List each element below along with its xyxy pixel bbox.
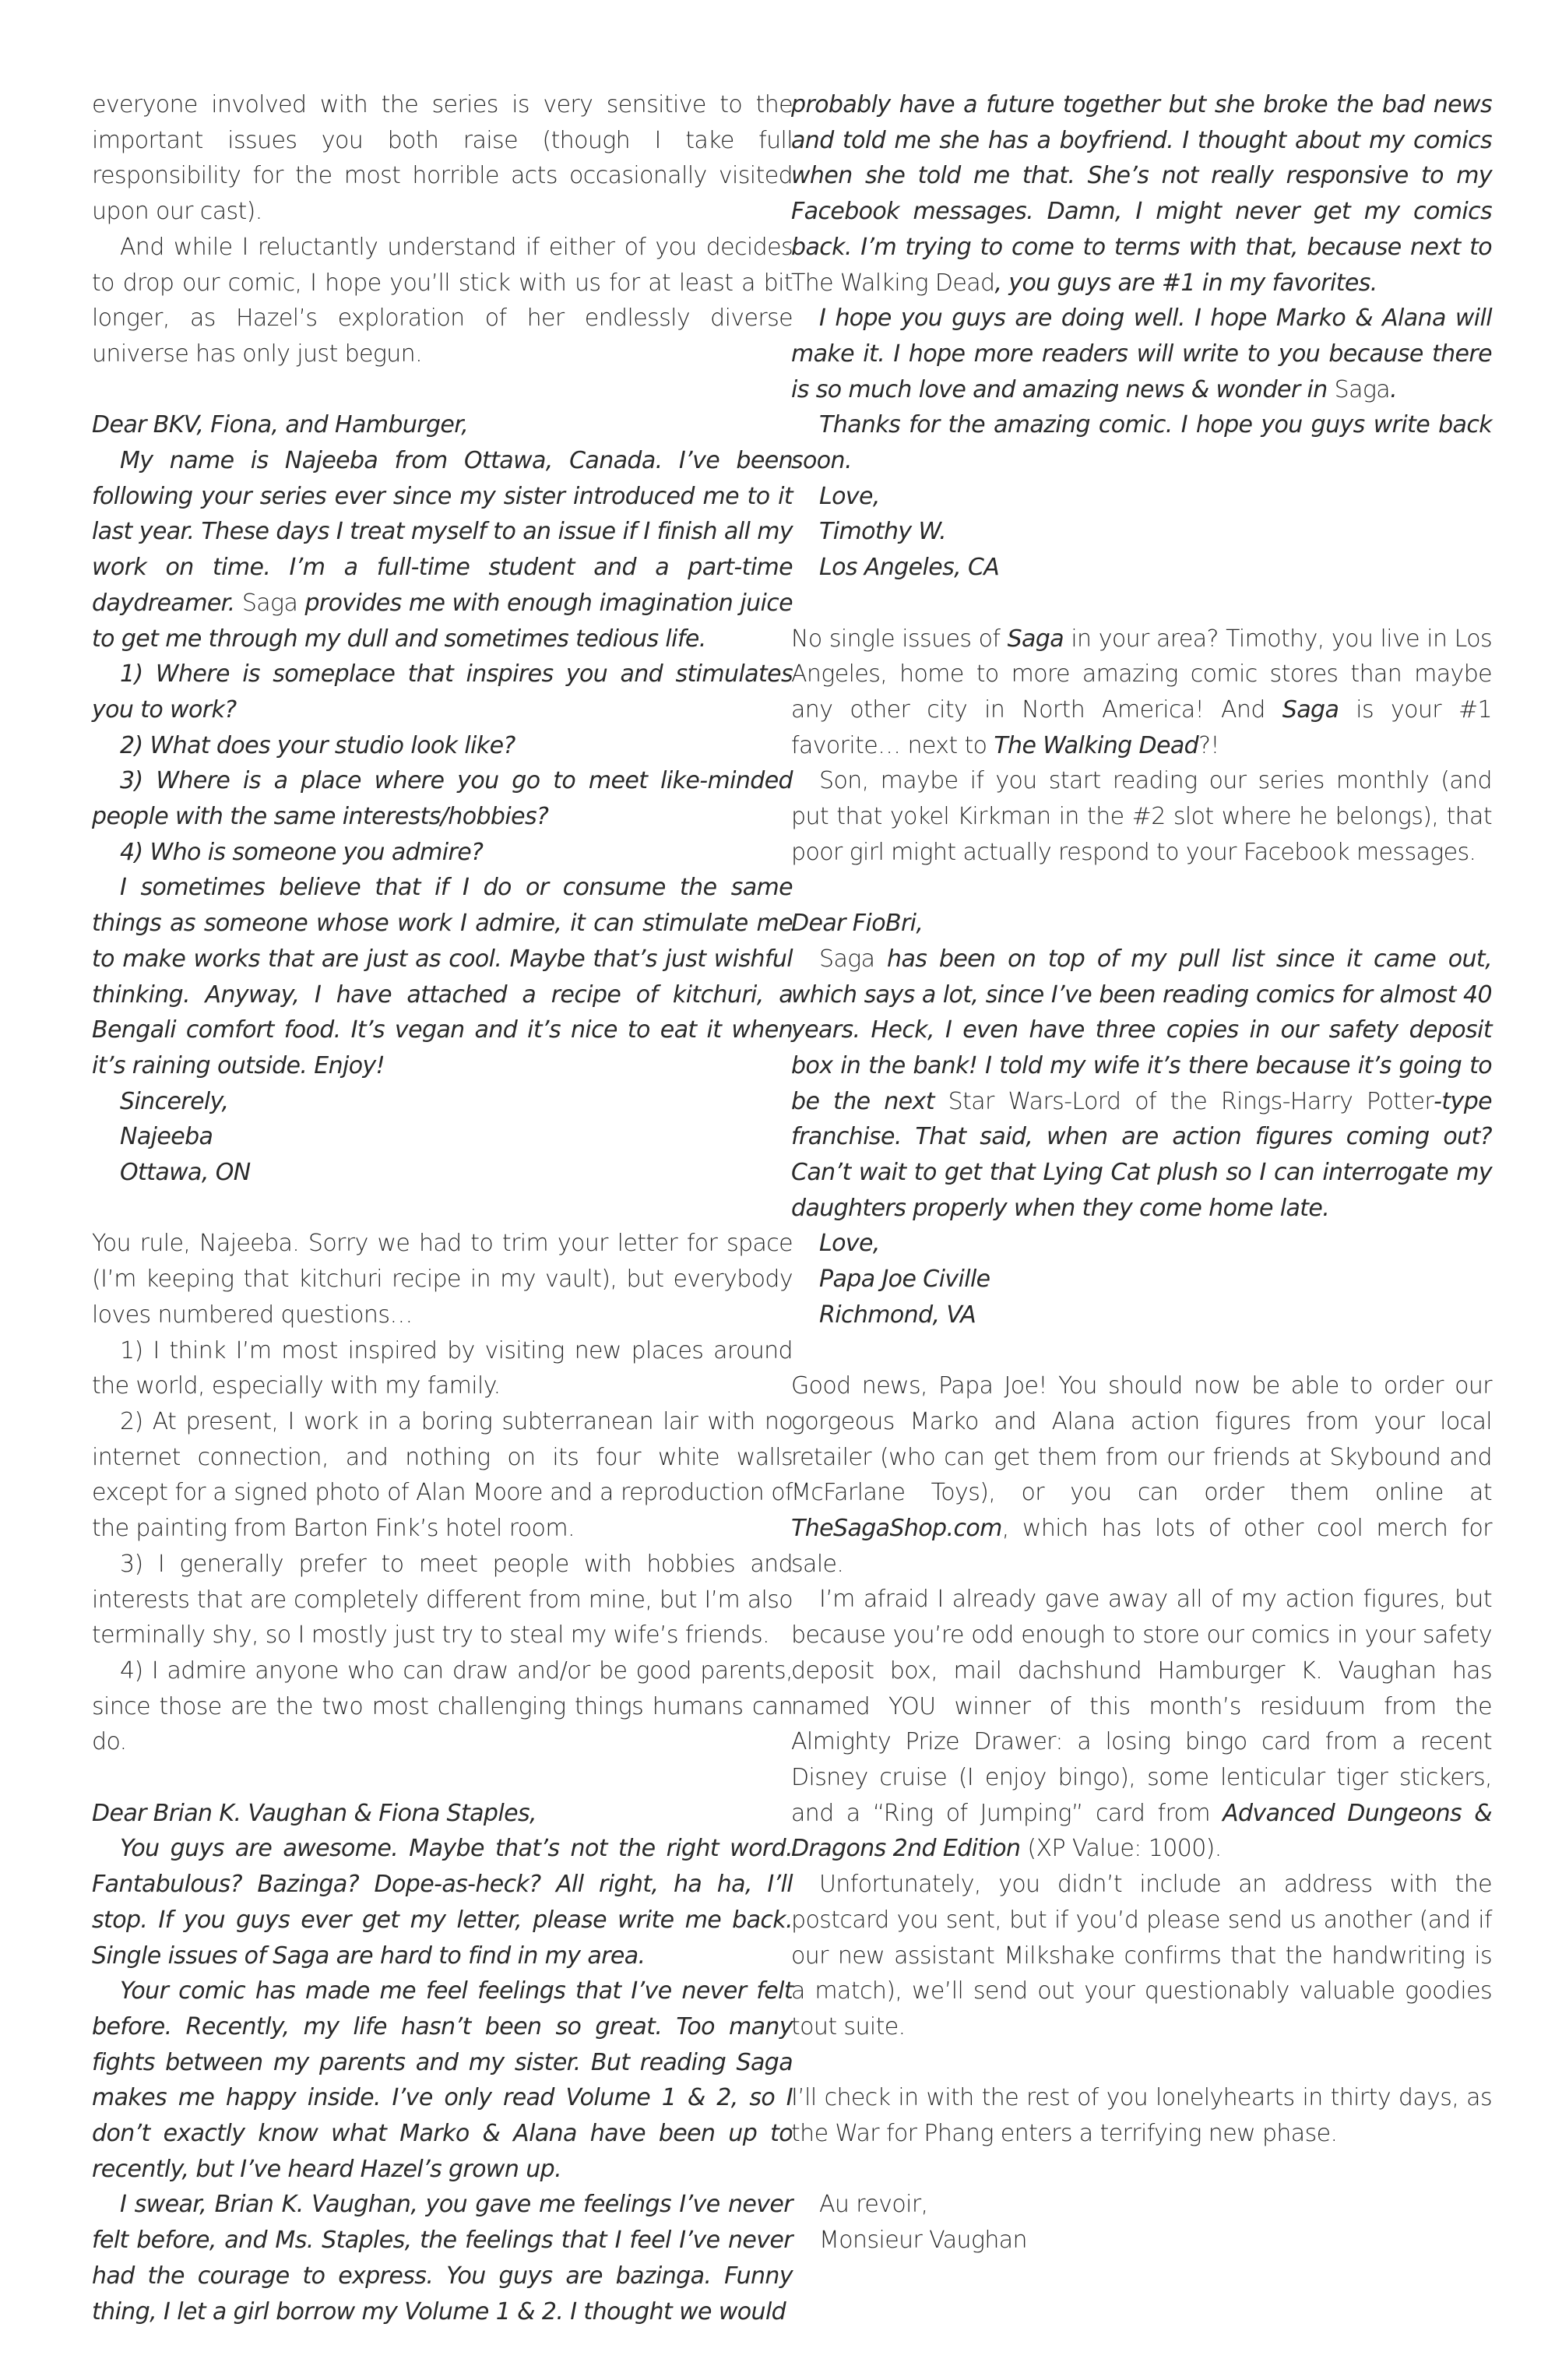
letter-question: 4) Who is someone you admire? (120, 838, 484, 866)
letter-paragraph: Thanks for the amazing comic. I hope you guys write back soon. (791, 411, 1492, 475)
letter-paragraph: I swear, Brian K. Vaughan, you gave me feelings I’ve never felt before, and Ms. Staples, the feelings that I feel I’ve never had the courage to express. You guys are bazinga. Funny thing, I let a girl borrow my Volume 1 & 2. I thought we would (92, 2191, 793, 2325)
reply-najeeba (92, 1226, 793, 1760)
letter-closing: Love, (819, 1230, 880, 1258)
letter-author: Najeeba (120, 1123, 213, 1151)
letter-greeting: Dear BKV, Fiona, and Hamburger, (92, 411, 469, 439)
reply-answer: 3) I generally prefer to meet people with hobbies and interests that are completely different from mine, but I’m also terminally shy, so I mostly just try to steal my wife’s friends. (92, 1550, 793, 1649)
letter-location: Ottawa, ON (120, 1159, 251, 1187)
letter-paragraph: Saga has been on top of my pull list since it came out, which says a lot, since I’ve been reading comics for almost 40 years. Heck, I even have three copies in our safety deposit box in the bank! I told my wife it’s there because it’s going to be the next Star Wars-Lord of the Rings-Harry Potter-type franchise. That said, when are action figures coming out? Can’t wait to get that Lying Cat plush so I can interrogate my daughters properly when they come home late. (791, 945, 1492, 1222)
reply-signature: Monsieur Vaughan (819, 2227, 1027, 2255)
letter-question: 2) What does your studio look like? (120, 731, 515, 759)
right-column (791, 87, 1492, 2259)
reply-answer: 4) I admire anyone who can draw and/or be good parents, since those are the two most challenging things humans can do. (92, 1656, 793, 1756)
letter-question: 3) Where is a place where you go to meet like-minded people with the same interests/hobbies? (92, 767, 793, 831)
letter-paragraph: I sometimes believe that if I do or consume the same things as someone whose work I admire, it can stimulate me to make works that are just as cool. Maybe that’s just wishful thinking. Anyway, I have attached a recipe of kitchuri, a Bengali comfort food. It’s vegan and it’s nice to eat it when it’s raining outside. Enjoy! (92, 874, 793, 1079)
letter-paragraph: I hope you guys are doing well. I hope Marko & Alana will make it. I hope more readers will write to you because there is so much love and amazing news & wonder in Saga. (791, 305, 1492, 403)
letter-timothy (92, 1796, 793, 2330)
reply-continued-paragraph: everyone involved with the series is very sensitive to the important issues you both raise (though I take full responsibility for the most horrible acts occasionally visited upon our cast). (92, 91, 793, 226)
reply-paragraph: You rule, Najeeba. Sorry we had to trim your letter for space (I’m keeping that kitchuri recipe in my vault), but everybody loves numbered questions… (92, 1230, 793, 1329)
left-column (92, 87, 793, 2329)
letter-paragraph: Your comic has made me feel feelings that I’ve never felt before. Recently, my life hasn’t been so great. Too many fights between my parents and my sister. But reading Saga makes me happy inside. I’ve only read Volume 1 & 2, so I don’t exactly know what Marko & Alana have been up to recently, but I’ve heard Hazel’s grown up. (92, 1977, 793, 2183)
reply-paragraph: Son, maybe if you start reading our series monthly (and put that yokel Kirkman in the #2 slot where he belongs), that poor girl might actually respond to your Facebook messages. (791, 767, 1492, 866)
reply-papa-joe (791, 1368, 1492, 2259)
letter-paragraph: probably have a future together but she broke the bad news and told me she has a boyfriend. I thought about my comics when she told me that. She’s not really responsive to my Facebook messages. Damn, I might never get my comics back. I’m trying to come to terms with that, because next to The Walking Dead, you guys are #1 in my favorites. (791, 91, 1492, 297)
letter-timothy-continued (791, 87, 1492, 586)
reply-paragraph: I’ll check in with the rest of you lonelyhearts in thirty days, as the War for Phang enters a terrifying new phase. (791, 2084, 1492, 2148)
letter-question: 1) Where is someplace that inspires you and stimulates you to work? (92, 660, 793, 724)
reply-paragraph: I’m afraid I already gave away all of my action figures, but because you’re odd enough to store our comics in your safety deposit box, mail dachshund Hamburger K. Vaughan has named YOU winner of this month’s residuum from the Almighty Prize Drawer: a losing bingo card from a recent Disney cruise (I enjoy bingo), some lenticular tiger stickers, and a “Ring of Jumping” card from Advanced Dungeons & Dragons 2nd Edition (XP Value: 1000). (791, 1586, 1492, 1863)
letter-greeting: Dear Brian K. Vaughan & Fiona Staples, (92, 1799, 537, 1827)
reply-answer: 2) At present, I work in a boring subterranean lair with no internet connection, and nothing on its four white walls except for a signed photo of Alan Moore and a reproduction of the painting from Barton Fink’s hotel room. (92, 1407, 793, 1543)
reply-paragraph: Good news, Papa Joe! You should now be able to order our gorgeous Marko and Alana action figures from your local retailer (who can get them from our friends at Skybound and McFarlane Toys), or you can order them online at TheSagaShop.com, which has lots of other cool merch for sale. (791, 1372, 1492, 1578)
letter-closing: Sincerely, (120, 1087, 229, 1115)
reply-paragraph: Unfortunately, you didn’t include an address with the postcard you sent, but if you’d please send us another (and if our new assistant Milkshake confirms that the handwriting is a match), we’ll send out your questionably valuable goodies tout suite. (791, 1871, 1492, 2040)
letter-location: Los Angeles, CA (819, 554, 1000, 582)
letter-najeeba (92, 407, 793, 1190)
letter-closing: Love, (819, 482, 880, 510)
letter-author: Timothy W. (819, 518, 947, 546)
letter-paragraph: You guys are awesome. Maybe that’s not the right word. Fantabulous? Bazinga? Dope-as-heck? All right, ha ha, I’ll stop. If you guys ever get my letter, please write me back. Single issues of Saga are hard to find in my area. (92, 1835, 793, 1970)
letter-location: Richmond, VA (819, 1301, 976, 1329)
letter-paragraph: My name is Najeeba from Ottawa, Canada. I’ve been following your series ever since my sister introduced me to it last year. These days I treat myself to an issue if I finish all my work on time. I’m a full-time student and a part-time daydreamer. Saga provides me with enough imagination juice to get me through my dull and sometimes tedious life. (92, 447, 793, 653)
reply-paragraph: No single issues of Saga in your area? Timothy, you live in Los Angeles, home to more amazing comic stores than maybe any other city in North America! And Saga is your #1 favorite… next to The Walking Dead?! (791, 625, 1493, 759)
reply-paragraph: And while I reluctantly understand if either of you decides to drop our comic, I hope you’ll stick with us for at least a bit longer, as Hazel’s exploration of her endlessly diverse universe has only just begun. (92, 233, 793, 368)
letter-papa-joe (791, 906, 1492, 1333)
reply-timothy (791, 621, 1492, 871)
reply-signoff: Au revoir, (819, 2191, 928, 2219)
reply-answer: 1) I think I’m most inspired by visiting new places around the world, especially with my family. (92, 1336, 793, 1400)
letter-author: Papa Joe Civille (819, 1266, 990, 1294)
letter-greeting: Dear FioBri, (791, 910, 924, 938)
